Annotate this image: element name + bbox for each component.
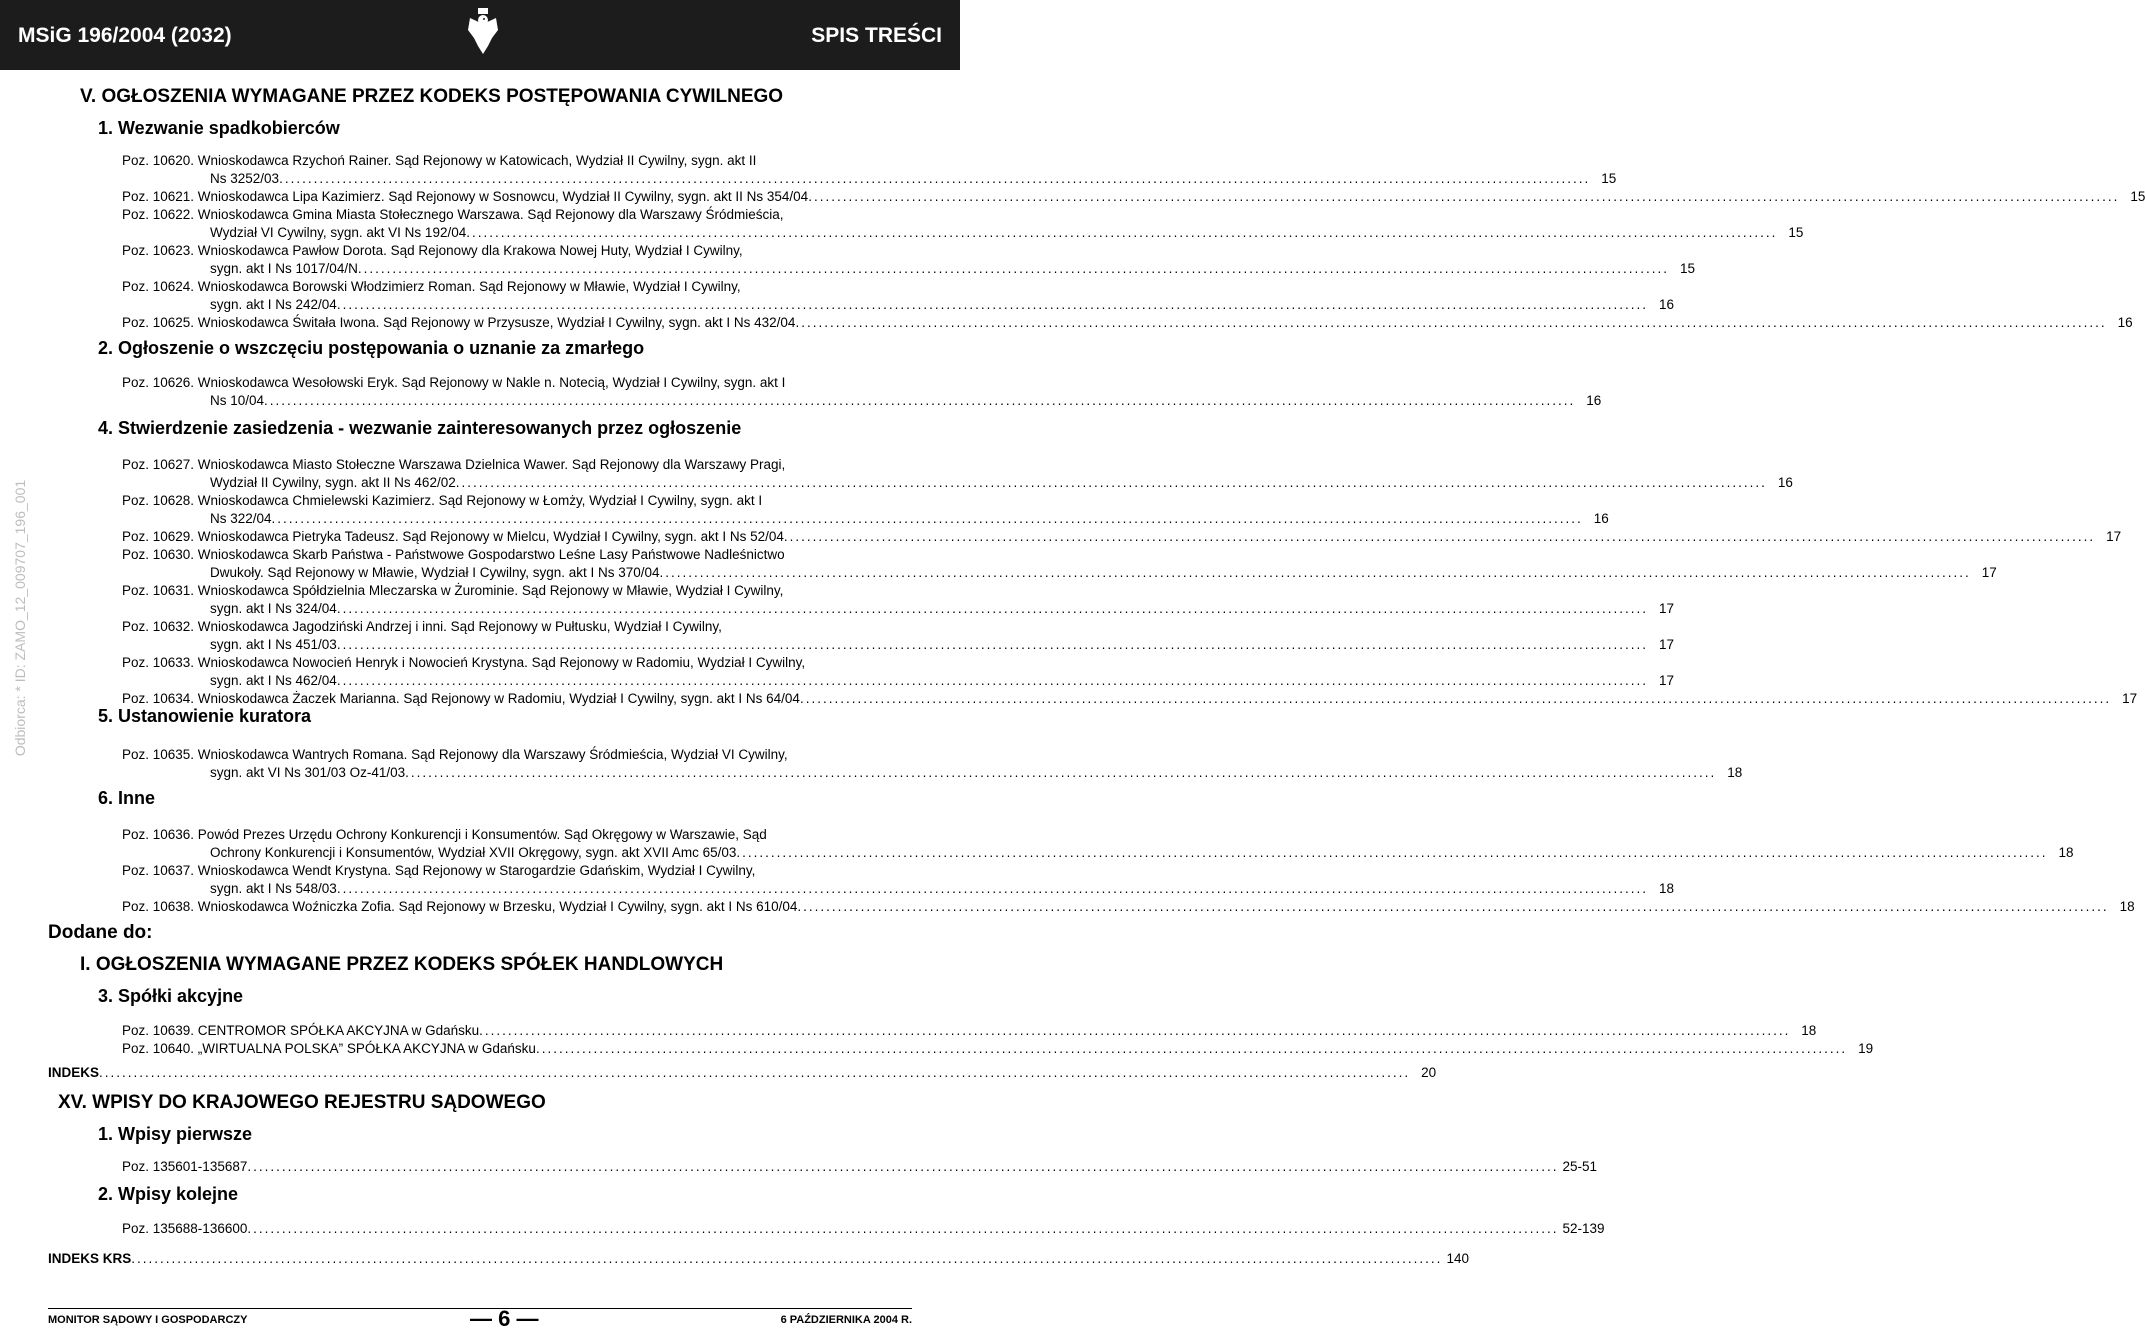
page-number: 16: [1586, 393, 1602, 408]
entry-10627[interactable]: Poz. 10627. Wnioskodawca Miasto Stołeczne Warszawa Dzielnica Wawer. Sąd Rejonowy dla Warszawy Pragi,: [122, 457, 786, 472]
header-bar: [0, 0, 960, 70]
page-number: 18: [1801, 1023, 1817, 1038]
entry-10632-cont[interactable]: sygn. akt I Ns 451/03 .................................................................................................................................................................................................................................... 17: [210, 637, 1674, 652]
eagle-icon: [466, 6, 500, 58]
page-number: 18: [2058, 845, 2074, 860]
page-number: 52-139: [1562, 1221, 1605, 1236]
entry-10637[interactable]: Poz. 10637. Wnioskodawca Wendt Krystyna. Sąd Rejonowy w Starogardzie Gdańskim, Wydział I Cywilny,: [122, 863, 756, 878]
entry-10633[interactable]: Poz. 10633. Wnioskodawca Nowocień Henryk i Nowocień Krystyna. Sąd Rejonowy w Radomiu, Wydział I Cywilny,: [122, 655, 806, 670]
publication-number: MSiG 196/2004 (2032): [18, 24, 232, 47]
entry-10630-cont[interactable]: Dwukoły. Sąd Rejonowy w Mławie, Wydział I Cywilny, sygn. akt I Ns 370/04 .................................................................................................................................................................................................................................... 17: [210, 565, 1997, 580]
subsection-6: 6. Inne: [98, 788, 156, 808]
recipient-id: Odbiorca: * ID: ZAMO_12_009707_196_001: [12, 479, 28, 757]
section-i-title: I. OGŁOSZENIA WYMAGANE PRZEZ KODEKS SPÓŁEK HANDLOWYCH: [80, 954, 724, 975]
entry-10621[interactable]: Poz. 10621. Wnioskodawca Lipa Kazimierz. Sąd Rejonowy w Sosnowcu, Wydział II Cywilny, sygn. akt II Ns 354/04 .................................................................................................................................................................................................................................... 15: [122, 189, 2145, 204]
entry-10629[interactable]: Poz. 10629. Wnioskodawca Pietryka Tadeusz. Sąd Rejonowy w Mielcu, Wydział I Cywilny, sygn. akt I Ns 52/04 .................................................................................................................................................................................................................................... 17: [122, 529, 2122, 544]
entry-10624-cont[interactable]: sygn. akt I Ns 242/04 .................................................................................................................................................................................................................................... 16: [210, 297, 1674, 312]
entry-10624[interactable]: Poz. 10624. Wnioskodawca Borowski Włodzimierz Roman. Sąd Rejonowy w Mławie, Wydział I Cywilny,: [122, 279, 741, 294]
subsection-3: 3. Spółki akcyjne: [98, 986, 244, 1006]
entry-10630[interactable]: Poz. 10630. Wnioskodawca Skarb Państwa - Państwowe Gospodarstwo Leśne Lasy Państwowe Nadleśnictwo: [122, 547, 785, 562]
subsection-4: 4. Stwierdzenie zasiedzenia - wezwanie zainteresowanych przez ogłoszenie: [98, 418, 742, 438]
entry-10631-cont[interactable]: sygn. akt I Ns 324/04 .................................................................................................................................................................................................................................... 17: [210, 601, 1674, 616]
entry-10626[interactable]: Poz. 10626. Wnioskodawca Wesołowski Eryk. Sąd Rejonowy w Nakle n. Notecią, Wydział I Cywilny, sygn. akt I: [122, 375, 786, 390]
page-number: 18: [1658, 881, 1674, 896]
entry-10633-cont[interactable]: sygn. akt I Ns 462/04 .................................................................................................................................................................................................................................... 17: [210, 673, 1674, 688]
entry-10623[interactable]: Poz. 10623. Wnioskodawca Pawłow Dorota. Sąd Rejonowy dla Krakowa Nowej Huty, Wydział I Cywilny,: [122, 243, 743, 258]
page-number: 16: [2117, 315, 2133, 330]
subsection-1: 1. Wezwanie spadkobierców: [98, 118, 340, 138]
page-number: 17: [2106, 529, 2122, 544]
entry-10625[interactable]: Poz. 10625. Wnioskodawca Świtała Iwona. Sąd Rejonowy w Przysusze, Wydział I Cywilny, sygn. akt I Ns 432/04 .................................................................................................................................................................................................................................... 16: [122, 315, 2133, 330]
entry-10622[interactable]: Poz. 10622. Wnioskodawca Gmina Miasta Stołecznego Warszawa. Sąd Rejonowy dla Warszawy Śródmieścia,: [122, 207, 784, 222]
footer-page-number: — 6 —: [470, 1306, 539, 1331]
subsection-2: 2. Ogłoszenie o wszczęciu postępowania o uznanie za zmarłego: [98, 338, 645, 358]
entry-10634[interactable]: Poz. 10634. Wnioskodawca Żaczek Marianna. Sąd Rejonowy w Radomiu, Wydział I Cywilny, sygn. akt I Ns 64/04 .................................................................................................................................................................................................................................... 17: [122, 691, 2138, 706]
page-number: 18: [1727, 765, 1743, 780]
page-number: 15: [1679, 261, 1695, 276]
entry-10636-cont[interactable]: Ochrony Konkurencji i Konsumentów, Wydział XVII Okręgowy, sygn. akt XVII Amc 65/03 .................................................................................................................................................................................................................................... 18: [210, 845, 2074, 860]
page-number: 17: [1981, 565, 1997, 580]
entry-10637-cont[interactable]: sygn. akt I Ns 548/03 .................................................................................................................................................................................................................................... 18: [210, 881, 1674, 896]
subsection-xv-2: 2. Wpisy kolejne: [98, 1184, 239, 1204]
page-number: 16: [1593, 511, 1609, 526]
subsection-5: 5. Ustanowienie kuratora: [98, 706, 312, 726]
entry-krs-next[interactable]: Poz. 135688-136600 .................................................................................................................................................................................................................................... 52-139: [122, 1221, 1605, 1236]
page-number: 19: [1858, 1041, 1874, 1056]
entry-10635[interactable]: Poz. 10635. Wnioskodawca Wantrych Romana. Sąd Rejonowy dla Warszawy Śródmieścia, Wydział VI Cywilny,: [122, 747, 788, 762]
entry-10632[interactable]: Poz. 10632. Wnioskodawca Jagodziński Andrzej i inni. Sąd Rejonowy w Pułtusku, Wydział I Cywilny,: [122, 619, 722, 634]
page-number: 15: [2130, 189, 2145, 204]
page-number: 25-51: [1562, 1159, 1598, 1174]
footer-date: 6 PAŹDZIERNIKA 2004 R.: [780, 1314, 912, 1326]
entry-10622-cont[interactable]: Wydział VI Cywilny, sygn. akt VI Ns 192/04 .................................................................................................................................................................................................................................... 15: [210, 225, 1804, 240]
page-number: 17: [2122, 691, 2138, 706]
page-number: 16: [1658, 297, 1674, 312]
entry-10628[interactable]: Poz. 10628. Wnioskodawca Chmielewski Kazimierz. Sąd Rejonowy w Łomży, Wydział I Cywilny, sygn. akt I: [122, 493, 763, 508]
entry-10627-cont[interactable]: Wydział II Cywilny, sygn. akt II Ns 462/02 .................................................................................................................................................................................................................................... 16: [210, 475, 1793, 490]
index-entry[interactable]: INDEKS .................................................................................................................................................................................................................................... 20: [48, 1065, 1437, 1080]
entry-10631[interactable]: Poz. 10631. Wnioskodawca Spółdzielnia Mleczarska w Żurominie. Sąd Rejonowy w Mławie, Wydział I Cywilny,: [122, 583, 784, 598]
page-number: 17: [1658, 673, 1674, 688]
entry-10638[interactable]: Poz. 10638. Wnioskodawca Woźniczka Zofia. Sąd Rejonowy w Brzesku, Wydział I Cywilny, sygn. akt I Ns 610/04 .................................................................................................................................................................................................................................... 18: [122, 899, 2135, 914]
entry-10623-cont[interactable]: sygn. akt I Ns 1017/04/N .................................................................................................................................................................................................................................... 15: [210, 261, 1695, 276]
footer-publication: MONITOR SĄDOWY I GOSPODARCZY: [48, 1314, 248, 1326]
section-v-title: V. OGŁOSZENIA WYMAGANE PRZEZ KODEKS POSTĘPOWANIA CYWILNEGO: [80, 86, 784, 107]
subsection-xv-1: 1. Wpisy pierwsze: [98, 1124, 253, 1144]
page-number: 17: [1658, 601, 1674, 616]
index-krs-entry[interactable]: INDEKS KRS .................................................................................................................................................................................................................................... 140: [48, 1251, 1469, 1266]
entry-10639[interactable]: Poz. 10639. CENTROMOR SPÓŁKA AKCYJNA w Gdańsku .................................................................................................................................................................................................................................... 18: [122, 1023, 1817, 1038]
page-number: 17: [1658, 637, 1674, 652]
entry-krs-first[interactable]: Poz. 135601-135687 .................................................................................................................................................................................................................................... 25-51: [122, 1159, 1598, 1174]
page-number: 16: [1777, 475, 1793, 490]
added-to-label: Dodane do:: [48, 922, 153, 943]
entry-10640[interactable]: Poz. 10640. „WIRTUALNA POLSKA” SPÓŁKA AKCYJNA w Gdańsku .................................................................................................................................................................................................................................... 19: [122, 1041, 1874, 1056]
entry-10626-cont[interactable]: Ns 10/04 .................................................................................................................................................................................................................................... 16: [210, 393, 1602, 408]
page-number: 15: [1788, 225, 1804, 240]
page-number: 15: [1601, 171, 1617, 186]
entry-10620-cont[interactable]: Ns 3252/03 .................................................................................................................................................................................................................................... 15: [210, 171, 1617, 186]
entry-10628-cont[interactable]: Ns 322/04 .................................................................................................................................................................................................................................... 16: [210, 511, 1609, 526]
entry-10635-cont[interactable]: sygn. akt VI Ns 301/03 Oz-41/03 .................................................................................................................................................................................................................................... 18: [210, 765, 1743, 780]
page-footer: [0, 1300, 960, 1335]
page-number: 20: [1421, 1065, 1437, 1080]
page-number: 18: [2119, 899, 2135, 914]
section-title: SPIS TREŚCI: [811, 24, 942, 47]
section-xv-title: XV. WPISY DO KRAJOWEGO REJESTRU SĄDOWEGO: [58, 1092, 546, 1113]
page-number: 140: [1446, 1251, 1469, 1266]
entry-10636[interactable]: Poz. 10636. Powód Prezes Urzędu Ochrony Konkurencji i Konsumentów. Sąd Okręgowy w Warszawie, Sąd: [122, 827, 767, 842]
entry-10620[interactable]: Poz. 10620. Wnioskodawca Rzychoń Rainer. Sąd Rejonowy w Katowicach, Wydział II Cywilny, sygn. akt II: [122, 153, 757, 168]
